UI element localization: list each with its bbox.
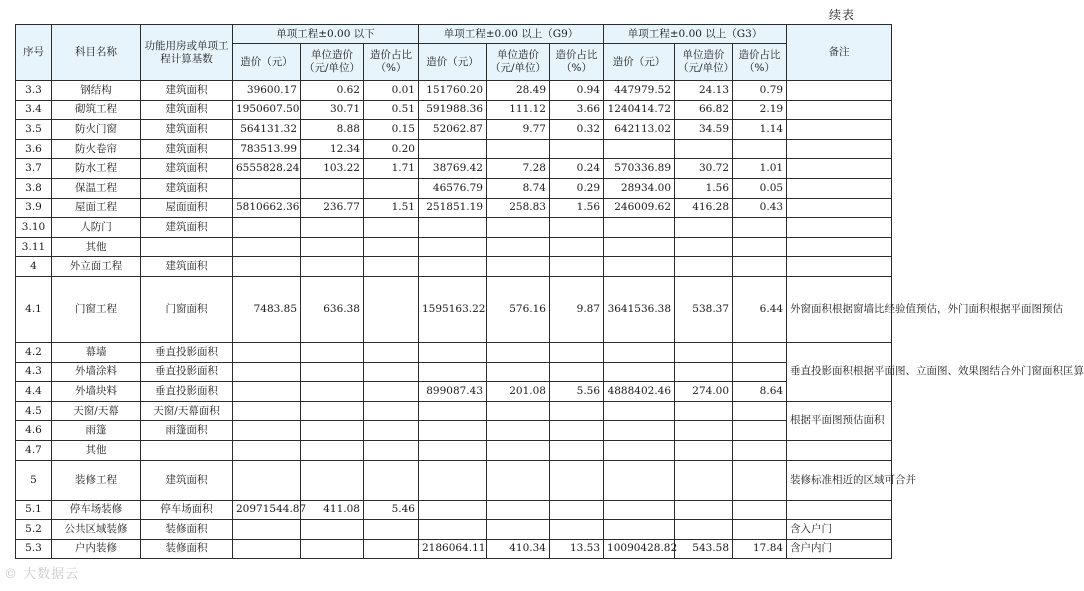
cell-basis: 建筑面积: [141, 159, 233, 179]
cell-no: 3.10: [16, 218, 52, 238]
cell-name: 砌筑工程: [52, 100, 141, 120]
cell-basis: 垂直投影面积: [141, 382, 233, 402]
cell-basis: 垂直投影面积: [141, 342, 233, 362]
cell-basis: 建筑面积: [141, 218, 233, 238]
cell-no: 4.3: [16, 362, 52, 382]
cell-cost: 2186064.11: [419, 539, 487, 559]
cell-cost: 783513.99: [233, 139, 301, 159]
cell-basis: 门窗面积: [141, 276, 233, 342]
cell-ratio: 1.56: [550, 198, 604, 218]
header-cost: 造价（元）: [233, 44, 301, 81]
cell-basis: [141, 440, 233, 460]
cell-unit: 274.00: [675, 382, 733, 402]
cell-no: 5.3: [16, 539, 52, 559]
cell-name: 其他: [52, 237, 141, 257]
cell-unit: 258.83: [487, 198, 550, 218]
cell-ratio: 0.43: [733, 198, 787, 218]
cell-no: 3.8: [16, 178, 52, 198]
cell-cost: 4888402.46: [604, 382, 675, 402]
cell-cost: 7483.85: [233, 276, 301, 342]
table-row: [16, 382, 892, 402]
cell-ratio: 0.94: [550, 81, 604, 101]
table-row: [16, 120, 892, 140]
cell-name: 防火卷帘: [52, 139, 141, 159]
cell-basis: 装修面积: [141, 539, 233, 559]
cell-no: 3.4: [16, 100, 52, 120]
cell-unit: 236.77: [301, 198, 364, 218]
cell-name: 雨篷: [52, 421, 141, 441]
cell-ratio: 9.87: [550, 276, 604, 342]
cell-cost: 246009.62: [604, 198, 675, 218]
cell-cost: [604, 139, 675, 159]
cell-name: 公共区域装修: [52, 520, 141, 540]
cell-basis: 雨篷面积: [141, 421, 233, 441]
header-seq: 序号: [16, 25, 52, 81]
table-row: [16, 460, 892, 500]
cell-remark: [787, 198, 892, 218]
cell-name: 外墙块料: [52, 382, 141, 402]
cell-cost: 28934.00: [604, 178, 675, 198]
cell-basis: 建筑面积: [141, 460, 233, 500]
cell-remark: [787, 81, 892, 101]
table-row: [16, 237, 892, 257]
cell-cost: 1595163.22: [419, 276, 487, 342]
cell-unit: 201.08: [487, 382, 550, 402]
cell-cost: 3641536.38: [604, 276, 675, 342]
table-row: [16, 139, 892, 159]
table-row: [16, 159, 892, 179]
cell-ratio: 1.51: [364, 198, 419, 218]
cell-unit: 8.74: [487, 178, 550, 198]
cell-ratio: 3.66: [550, 100, 604, 120]
cell-ratio: 0.29: [550, 178, 604, 198]
table-row: [16, 178, 892, 198]
table-row: [16, 257, 892, 277]
cell-name: 停车场装修: [52, 500, 141, 520]
table-row: [16, 440, 892, 460]
cell-cost: [419, 139, 487, 159]
table-row: [16, 276, 892, 342]
cell-cost: [233, 178, 301, 198]
cell-unit: [487, 139, 550, 159]
header-remarks: 备注: [787, 25, 892, 81]
header-cost: 造价（元）: [604, 44, 675, 81]
cell-ratio: 0.24: [550, 159, 604, 179]
cell-cost: 899087.43: [419, 382, 487, 402]
cell-name: 幕墙: [52, 342, 141, 362]
cell-unit: 30.71: [301, 100, 364, 120]
cell-remark: 外窗面积根据窗墙比经验值预估，外门面积根据平面图预估: [787, 276, 892, 342]
header-group-g3: 单项工程±0.00 以上（G3）: [604, 25, 787, 44]
cell-no: 4.1: [16, 276, 52, 342]
cell-unit: 576.16: [487, 276, 550, 342]
cell-ratio: [364, 178, 419, 198]
cell-cost: 38769.42: [419, 159, 487, 179]
cell-basis: 垂直投影面积: [141, 362, 233, 382]
cell-unit: 543.58: [675, 539, 733, 559]
cell-name: 门窗工程: [52, 276, 141, 342]
cell-no: 4.6: [16, 421, 52, 441]
cell-no: 3.6: [16, 139, 52, 159]
cell-unit: 9.77: [487, 120, 550, 140]
cell-name: 防水工程: [52, 159, 141, 179]
cell-remark: [787, 178, 892, 198]
cell-unit: 103.22: [301, 159, 364, 179]
cell-no: 3.7: [16, 159, 52, 179]
cell-remark: 垂直投影面积根据平面图、立面图、效果图结合外门窗面积匡算: [787, 342, 892, 401]
header-group-below: 单项工程±0.00 以下: [233, 25, 419, 44]
table-row: [16, 539, 892, 559]
cell-cost: 570336.89: [604, 159, 675, 179]
cell-no: 4.5: [16, 401, 52, 421]
watermark: © 大数据云: [4, 567, 80, 582]
cell-no: 3.3: [16, 81, 52, 101]
cell-unit: [675, 139, 733, 159]
table-row: [16, 100, 892, 120]
cell-cost: 1240414.72: [604, 100, 675, 120]
header-group-g9: 单项工程±0.00 以上（G9）: [419, 25, 604, 44]
cell-basis: 停车场面积: [141, 500, 233, 520]
cell-remark: 含户内门: [787, 539, 892, 559]
cell-ratio: 1.14: [733, 120, 787, 140]
cell-unit: 538.37: [675, 276, 733, 342]
cell-unit: 0.62: [301, 81, 364, 101]
table-row: [16, 81, 892, 101]
cell-name: 装修工程: [52, 460, 141, 500]
cell-no: 3.9: [16, 198, 52, 218]
cell-ratio: [364, 276, 419, 342]
table-row: [16, 421, 892, 441]
cell-cost: 1950607.50: [233, 100, 301, 120]
cell-unit: 66.82: [675, 100, 733, 120]
cell-unit: 1.56: [675, 178, 733, 198]
header-ratio: 造价占比（%）: [733, 44, 787, 81]
cell-ratio: 8.64: [733, 382, 787, 402]
cell-name: 保温工程: [52, 178, 141, 198]
cell-no: 3.5: [16, 120, 52, 140]
cell-no: 4: [16, 257, 52, 277]
cell-basis: 天窗/天幕面积: [141, 401, 233, 421]
cell-ratio: 2.19: [733, 100, 787, 120]
cell-cost: 10090428.82: [604, 539, 675, 559]
cell-cost: 52062.87: [419, 120, 487, 140]
cell-remark: [787, 139, 892, 159]
cell-remark: [787, 159, 892, 179]
cell-cost: 20971544.87: [233, 500, 301, 520]
cell-cost: 251851.19: [419, 198, 487, 218]
cell-no: 4.4: [16, 382, 52, 402]
cell-ratio: 6.44: [733, 276, 787, 342]
cell-cost: 39600.17: [233, 81, 301, 101]
cell-basis: 建筑面积: [141, 257, 233, 277]
cell-cost: 6555828.24: [233, 159, 301, 179]
cell-unit: 24.13: [675, 81, 733, 101]
cell-remark: [787, 100, 892, 120]
cell-no: 5.1: [16, 500, 52, 520]
cell-no: 5.2: [16, 520, 52, 540]
table-row: [16, 401, 892, 421]
cell-basis: 建筑面积: [141, 81, 233, 101]
cell-basis: [141, 237, 233, 257]
header-unit-cost: 单位造价（元/单位）: [487, 44, 550, 81]
cell-ratio: 0.32: [550, 120, 604, 140]
cell-ratio: 1.71: [364, 159, 419, 179]
cell-ratio: 0.79: [733, 81, 787, 101]
table-row: [16, 500, 892, 520]
cell-ratio: 0.20: [364, 139, 419, 159]
cell-ratio: [733, 139, 787, 159]
table-row: [16, 342, 892, 362]
cost-table: [15, 24, 1084, 559]
cell-unit: 34.59: [675, 120, 733, 140]
cell-ratio: 5.46: [364, 500, 419, 520]
header-basis: 功能用房或单项工程计算基数: [141, 25, 233, 81]
cell-ratio: [550, 139, 604, 159]
header-ratio: 造价占比（%）: [364, 44, 419, 81]
cell-unit: 8.88: [301, 120, 364, 140]
cell-basis: 建筑面积: [141, 120, 233, 140]
cell-cost: 591988.36: [419, 100, 487, 120]
cell-name: 外立面工程: [52, 257, 141, 277]
cell-remark: 含入户门: [787, 520, 892, 540]
cell-name: 屋面工程: [52, 198, 141, 218]
cell-cost: 642113.02: [604, 120, 675, 140]
cell-cost: 564131.32: [233, 120, 301, 140]
cell-ratio: 5.56: [550, 382, 604, 402]
cell-unit: 410.34: [487, 539, 550, 559]
cell-name: 户内装修: [52, 539, 141, 559]
cell-name: 天窗/天幕: [52, 401, 141, 421]
cell-basis: 建筑面积: [141, 178, 233, 198]
cell-cost: 5810662.36: [233, 198, 301, 218]
cell-name: 防火门窗: [52, 120, 141, 140]
cell-name: 人防门: [52, 218, 141, 238]
cell-unit: 30.72: [675, 159, 733, 179]
cell-basis: 屋面面积: [141, 198, 233, 218]
cell-basis: 建筑面积: [141, 100, 233, 120]
cell-ratio: 0.15: [364, 120, 419, 140]
cell-unit: [301, 178, 364, 198]
cell-unit: 12.34: [301, 139, 364, 159]
cell-no: 5: [16, 460, 52, 500]
cell-remark: 根据平面图预估面积: [787, 401, 892, 440]
cell-name: 外墙涂料: [52, 362, 141, 382]
header-ratio: 造价占比（%）: [550, 44, 604, 81]
table-row: [16, 520, 892, 540]
cell-unit: 411.08: [301, 500, 364, 520]
cell-remark: [787, 120, 892, 140]
cell-no: 4.7: [16, 440, 52, 460]
cell-ratio: 17.84: [733, 539, 787, 559]
cell-ratio: 0.05: [733, 178, 787, 198]
cell-ratio: 1.01: [733, 159, 787, 179]
continued-label: 续表: [828, 8, 855, 22]
cell-name: 钢结构: [52, 81, 141, 101]
cell-unit: 636.38: [301, 276, 364, 342]
cell-no: 4.2: [16, 342, 52, 362]
cell-unit: 416.28: [675, 198, 733, 218]
cell-unit: 111.12: [487, 100, 550, 120]
table-row: [16, 198, 892, 218]
cell-cost: 447979.52: [604, 81, 675, 101]
header-unit-cost: 单位造价（元/单位）: [675, 44, 733, 81]
cell-no: 3.11: [16, 237, 52, 257]
cell-cost: 46576.79: [419, 178, 487, 198]
cell-basis: 装修面积: [141, 520, 233, 540]
header-subject: 科目名称: [52, 25, 141, 81]
cell-ratio: 0.51: [364, 100, 419, 120]
cell-unit: 28.49: [487, 81, 550, 101]
cell-unit: 7.28: [487, 159, 550, 179]
cell-remark: 装修标准相近的区域可合并: [787, 460, 892, 500]
header-cost: 造价（元）: [419, 44, 487, 81]
header-unit-cost: 单位造价（元/单位）: [301, 44, 364, 81]
cell-ratio: 13.53: [550, 539, 604, 559]
cell-ratio: 0.01: [364, 81, 419, 101]
table-row: [16, 218, 892, 238]
cell-cost: 151760.20: [419, 81, 487, 101]
cell-basis: 建筑面积: [141, 139, 233, 159]
cell-name: 其他: [52, 440, 141, 460]
table-row: [16, 362, 892, 382]
